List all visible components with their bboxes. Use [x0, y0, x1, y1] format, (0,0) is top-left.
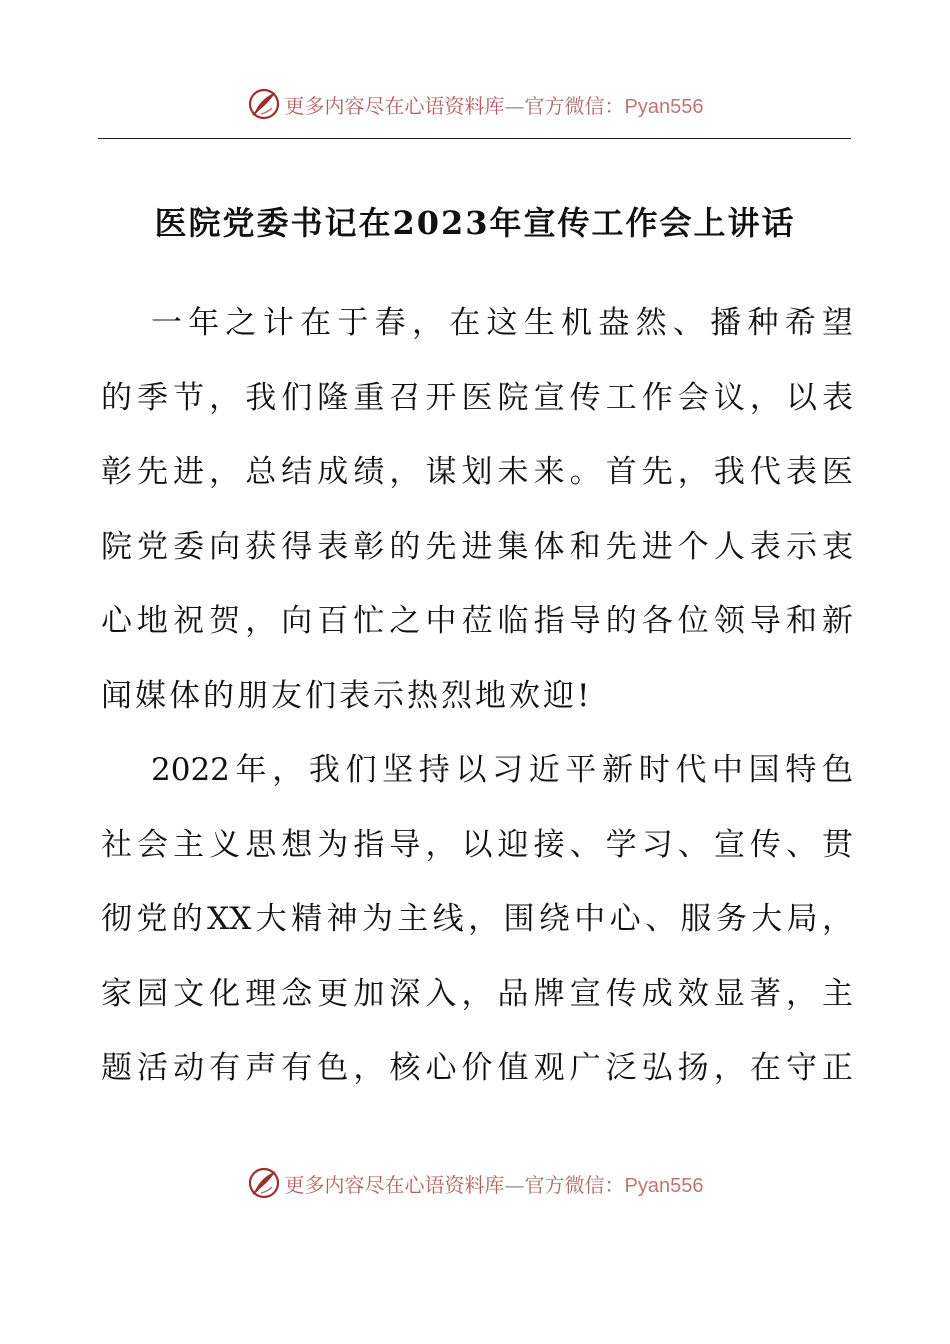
banner-library-text: 更多内容尽在心语资料库	[284, 1172, 505, 1197]
footer-banner	[0, 1163, 950, 1203]
paragraph-line: 一年之计在于春，在这生机盎然、播种希望	[151, 305, 853, 341]
banner-text	[285, 1169, 704, 1198]
banner-wechat-label: 官方微信：	[524, 93, 625, 118]
header-banner	[0, 84, 950, 124]
banner-library-text: 更多内容尽在心语资料库	[284, 93, 505, 118]
paragraph-line: 彰先进，总结成绩，谋划未来。首先，我代表医	[101, 454, 853, 490]
paragraph-line: 院党委向获得表彰的先进集体和先进个人表示衷	[101, 528, 853, 565]
banner-wechat-id: Pyan556	[624, 1174, 704, 1197]
banner-text	[285, 90, 704, 119]
banner-wechat-id: Pyan556	[624, 95, 704, 118]
quill-logo-icon	[247, 87, 281, 121]
document-title: 医院党委书记在2023年宣传工作会上讲话	[154, 204, 796, 242]
banner-wechat-label: 官方微信：	[524, 1172, 625, 1197]
paragraph-line: 心地祝贺，向百忙之中莅临指导的各位领导和新	[101, 603, 853, 639]
banner-separator: —	[504, 1172, 525, 1197]
banner-separator: —	[504, 93, 525, 118]
paragraph-line: 彻党的XX大精神为主线，围绕中心、服务大局，	[101, 901, 853, 937]
paragraph-line: 2022年，我们坚持以习近平新时代中国特色	[151, 752, 853, 788]
header-divider	[98, 138, 851, 139]
paragraph-line: 题活动有声有色，核心价值观广泛弘扬，在守正	[101, 1050, 853, 1086]
paragraph-line: 的季节，我们隆重召开医院宣传工作会议，以表	[101, 379, 853, 416]
quill-logo-icon	[247, 1166, 281, 1200]
paragraph-line: 家园文化理念更加深入，品牌宣传成效显著，主	[101, 975, 853, 1012]
paragraph-line: 闻媒体的朋友们表示热烈地欢迎!	[101, 677, 593, 714]
paragraph-line: 社会主义思想为指导，以迎接、学习、宣传、贯	[101, 826, 853, 863]
document-body	[101, 286, 853, 1106]
